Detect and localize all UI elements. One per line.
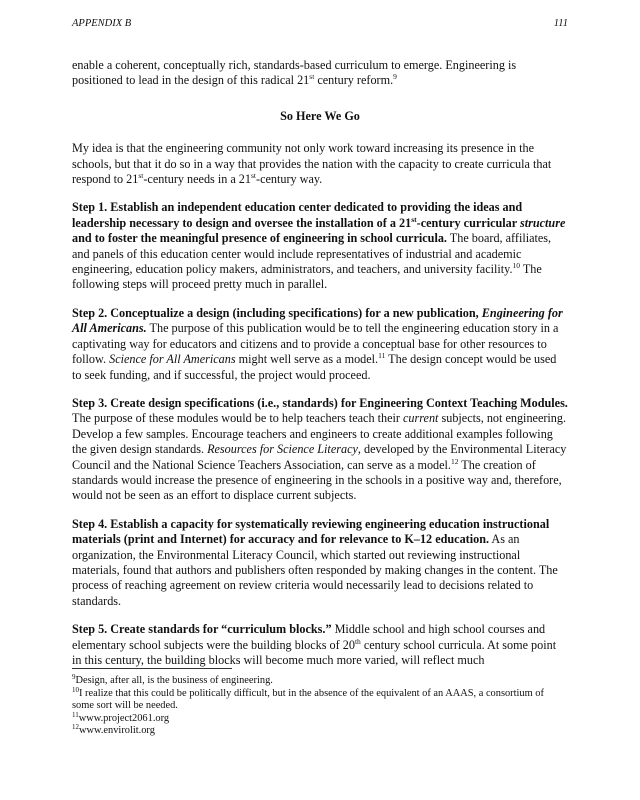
footnote-12 bbox=[72, 725, 568, 738]
step-2-heading: Step 2. Conceptualize a design (including specifications) for a new publication, bbox=[72, 305, 482, 320]
header-appendix-label: APPENDIX B bbox=[72, 18, 132, 29]
superscript: st bbox=[251, 171, 257, 181]
footnotes bbox=[72, 675, 568, 738]
step-2-text: The design concept would be used to seek funding, and if successful, the project would proceed. bbox=[72, 352, 557, 382]
step-1-emphasis: structure bbox=[519, 215, 566, 230]
step-2-paragraph bbox=[72, 306, 568, 383]
footnote-text: Design, after all, is the business of engineering. bbox=[75, 675, 273, 686]
idea-text: My idea is that the engineering community not only work toward increasing its presence in the schools, but that it do so in a way that provides the nation with the capacity to create curricula that respond to 21 bbox=[72, 141, 552, 187]
page-number: 111 bbox=[553, 18, 568, 29]
step-3-heading: Step 3. Create design specifications (i.e., standards) for Engineering Context Teaching Modules. bbox=[72, 395, 568, 410]
step-1-text: The following steps will proceed pretty much in parallel. bbox=[72, 262, 542, 292]
footnote-text[interactable]: www.project2061.org bbox=[78, 712, 170, 724]
footnote-number: 11 bbox=[72, 710, 79, 719]
step-5-paragraph bbox=[72, 622, 568, 668]
step-3-emphasis: current bbox=[403, 411, 439, 426]
step-2-text: The purpose of this publication would be to tell the engineering education story in a captivating way for educators and citizens and to provide a conceptual base for other resources to follow. bbox=[72, 321, 559, 367]
footnote-number: 12 bbox=[72, 723, 79, 732]
footnote-ref-9: 9 bbox=[393, 72, 397, 82]
footnote-10 bbox=[72, 685, 568, 713]
step-5-text: century school curricula. At some point in this century, the building blocks will become much more varied, will reflect much bbox=[72, 637, 557, 667]
footnote-number: 9 bbox=[72, 673, 76, 681]
footnote-11 bbox=[72, 710, 568, 726]
step-5-text: Middle school and high school courses and elementary school subjects were the building blocks of 20 bbox=[72, 622, 546, 652]
step-1-heading: and to foster the meaningful presence of engineering in school curricula. bbox=[72, 231, 447, 246]
step-4-text: As an organization, the Environmental Literacy Council, which started out reviewing instructional materials, found that authors and publishers often responded by making changes in the content. The process of reaching agreement on review criteria would necessarily lead to decisions related to standards. bbox=[72, 532, 558, 608]
step-3-text: , developed by the Environmental Literacy Council and the National Science Teachers Association, can serve as a model. bbox=[72, 442, 567, 472]
idea-text: -century needs in a 21 bbox=[143, 172, 251, 187]
idea-paragraph bbox=[72, 141, 568, 187]
footnote-ref-10: 10 bbox=[512, 261, 521, 271]
footnote-divider bbox=[72, 668, 232, 669]
step-3-text: subjects, not engineering. Develop a few samples. Encourage teachers and engineers to create additional examples following the given design standards. bbox=[72, 411, 567, 457]
step-2-publication-title: Engineering for All Americans. bbox=[72, 305, 563, 336]
footnote-ref-12: 12 bbox=[450, 456, 459, 466]
step-1-heading: Step 1. Establish an independent education center dedicated to providing the ideas and leadership necessary to design and oversee the installation of a 21 bbox=[72, 200, 523, 230]
footnote-9 bbox=[72, 675, 568, 688]
footnote-text: I realize that this could be politically difficult, but in the absence of the equivalent of an AAAS, a consortium of some sort will be needed. bbox=[72, 687, 544, 712]
step-4-heading: Step 4. Establish a capacity for systematically reviewing engineering education instructional materials (print and Internet) for accuracy and for relevance to K–12 education. bbox=[72, 516, 550, 547]
step-1-paragraph bbox=[72, 200, 568, 292]
section-heading: So Here We Go bbox=[280, 108, 360, 123]
intro-tail: century reform. bbox=[314, 73, 394, 88]
body-text bbox=[72, 58, 568, 681]
intro-text: enable a coherent, conceptually rich, standards-based curriculum to emerge. Engineering is positioned to lead in the design of this radical 21 bbox=[72, 58, 517, 88]
superscript: th bbox=[354, 636, 361, 646]
idea-text: -century way. bbox=[256, 172, 323, 187]
step-1-heading: -century curricular bbox=[416, 215, 520, 230]
step-4-paragraph bbox=[72, 517, 568, 609]
step-2-citation-title: Science for All Americans bbox=[109, 352, 236, 367]
superscript: st bbox=[138, 171, 144, 181]
footnote-ref-11: 11 bbox=[378, 351, 386, 361]
running-header bbox=[72, 18, 568, 29]
step-1-text: The board, affiliates, and panels of this education center would include representatives of industrial and academic engineering, education policy makers, administrators, and teachers, and university facility. bbox=[72, 231, 552, 277]
step-2-text: might well serve as a model. bbox=[235, 352, 379, 367]
step-3-text: The purpose of these modules would be to help teachers teach their bbox=[72, 411, 403, 426]
step-5-heading: Step 5. Create standards for “curriculum blocks.” bbox=[72, 622, 332, 637]
step-3-text: The creation of standards would increase the presence of engineering in the schools in a positive way and, therefore, would not be seen as an effort to displace current subjects. bbox=[72, 457, 562, 503]
superscript: st bbox=[309, 72, 315, 82]
superscript: st bbox=[411, 214, 417, 224]
intro-paragraph bbox=[72, 58, 568, 89]
footnote-text[interactable]: www.envirolit.org bbox=[79, 725, 155, 737]
step-3-paragraph bbox=[72, 396, 568, 504]
step-3-citation-title: Resources for Science Literacy bbox=[207, 442, 358, 457]
footnote-number: 10 bbox=[72, 685, 79, 694]
